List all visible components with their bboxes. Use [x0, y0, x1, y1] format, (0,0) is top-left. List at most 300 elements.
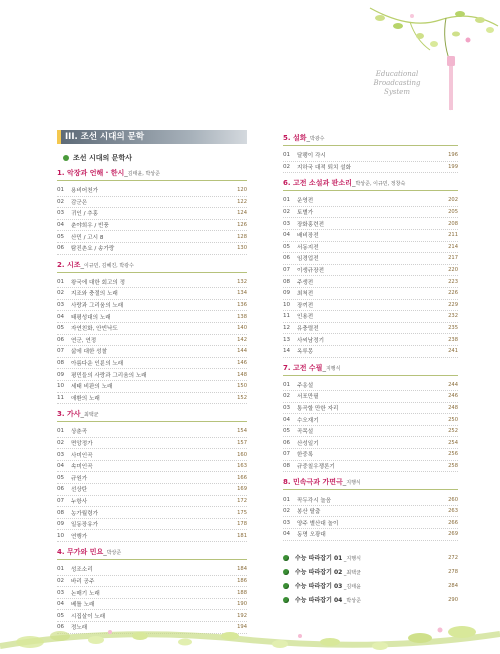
entry-number: 01	[57, 566, 65, 573]
entry-title: 서동지전	[297, 244, 319, 251]
entry-number: 06	[57, 624, 65, 631]
entry-number: 03	[283, 404, 291, 411]
entry-number: 14	[283, 348, 291, 355]
entry-number: 01	[283, 381, 291, 388]
brand-line-2: Broadcasting	[373, 79, 421, 87]
section-name[interactable]: 악장과 언해 · 한시	[66, 169, 125, 177]
toc-entry[interactable]	[57, 507, 247, 519]
toc-entry[interactable]	[57, 519, 247, 531]
susuk-page: 272	[448, 554, 458, 561]
toc-entry[interactable]	[283, 230, 458, 242]
toc-entry[interactable]	[283, 218, 458, 230]
entry-title: 정노래	[71, 625, 88, 632]
toc-entry[interactable]	[283, 242, 458, 254]
entry-title: 규원가	[71, 475, 88, 482]
entry-title: 사랑과 그리움의 노래	[71, 303, 124, 310]
entry-number: 04	[283, 531, 291, 538]
entry-title: 용비어천가	[71, 188, 99, 195]
entry-title: 연군, 연정	[71, 337, 97, 344]
entry-number: 04	[57, 463, 65, 470]
toc-entry[interactable]	[57, 346, 247, 358]
entry-page: 178	[237, 521, 247, 528]
toc-left-column	[57, 128, 247, 634]
entry-title: 춘야희우 / 빈풍	[71, 223, 109, 230]
entry-title: 논매기 노래	[71, 590, 100, 597]
entry-number: 03	[283, 220, 291, 227]
entry-page: 226	[448, 290, 458, 297]
entry-number: 09	[57, 371, 65, 378]
entry-title: 봉산 탈춤	[297, 509, 321, 516]
entry-page: 223	[448, 278, 458, 285]
toc-entry[interactable]	[57, 243, 247, 255]
entry-title: 운영전	[297, 198, 314, 205]
entry-page: 232	[448, 313, 458, 320]
toc-entry[interactable]	[283, 288, 458, 300]
toc-entry[interactable]	[57, 185, 247, 197]
entry-page: 140	[237, 325, 247, 332]
entry-title: 곡목설	[297, 429, 314, 436]
entry-title: 농가월령가	[71, 510, 99, 517]
section-number: 7.	[283, 363, 291, 372]
toc-entry[interactable]	[57, 220, 247, 232]
toc-entry[interactable]	[283, 529, 458, 541]
entry-title: 지조와 충절의 노래	[71, 291, 118, 298]
entry-number: 11	[57, 394, 65, 401]
section-item-list	[283, 150, 458, 173]
entry-page: 248	[448, 404, 458, 411]
brand-line-3: System	[384, 88, 410, 96]
section-number: 8.	[283, 478, 291, 487]
entry-page: 148	[237, 371, 247, 378]
entry-number: 01	[57, 187, 65, 194]
entry-number: 07	[283, 267, 291, 274]
susuk-page: 278	[448, 568, 458, 575]
entry-page: 186	[237, 577, 247, 584]
entry-page: 192	[237, 612, 247, 619]
entry-page: 260	[448, 496, 458, 503]
entry-number: 04	[57, 601, 65, 608]
entry-number: 10	[283, 301, 291, 308]
entry-number: 03	[283, 519, 291, 526]
entry-title: 유충렬전	[297, 326, 319, 333]
section-author: 박상준	[106, 550, 122, 557]
green-dot-icon	[63, 155, 69, 161]
toc-entry[interactable]	[57, 369, 247, 381]
toc-entry[interactable]	[57, 438, 247, 450]
entry-title: 주생전	[297, 279, 314, 286]
entry-page: 217	[448, 255, 458, 262]
entry-page: 163	[237, 463, 247, 470]
entry-number: 02	[57, 198, 65, 205]
entry-number: 02	[283, 508, 291, 515]
section-separator: _	[306, 134, 310, 142]
entry-page: 244	[448, 381, 458, 388]
section-item-list	[283, 494, 458, 540]
green-ball-icon	[283, 597, 289, 603]
entry-number: 04	[283, 416, 291, 423]
section-number: 4.	[57, 548, 65, 557]
susuk-page: 284	[448, 582, 458, 589]
section-name[interactable]: 설화	[292, 134, 307, 142]
entry-title: 지하국 대적 퇴치 설화	[297, 164, 351, 171]
entry-number: 01	[57, 428, 65, 435]
susuk-page: 290	[448, 596, 458, 603]
entry-page: 142	[237, 336, 247, 343]
section-name[interactable]: 민속극과 가면극	[292, 478, 343, 487]
entry-page: 144	[237, 348, 247, 355]
toc-entry[interactable]	[283, 334, 458, 346]
entry-number: 09	[57, 521, 65, 528]
toc-entry[interactable]	[57, 530, 247, 542]
toc-entry[interactable]	[283, 346, 458, 358]
entry-number: 05	[57, 612, 65, 619]
entry-page: 122	[237, 198, 247, 205]
entry-page: 250	[448, 416, 458, 423]
entry-number: 01	[283, 197, 291, 204]
entry-page: 238	[448, 336, 458, 343]
vine-decoration-top	[350, 0, 500, 118]
toc-entry[interactable]	[283, 426, 458, 438]
toc-entry[interactable]	[283, 380, 458, 392]
toc-entry[interactable]	[283, 150, 458, 162]
entry-page: 120	[237, 187, 247, 194]
entry-number: 08	[57, 360, 65, 367]
entry-page: 181	[237, 532, 247, 539]
entry-page: 154	[237, 428, 247, 435]
entry-page: 256	[448, 451, 458, 458]
toc-entry[interactable]	[283, 461, 458, 473]
entry-number: 06	[57, 336, 65, 343]
toc-entry[interactable]	[57, 484, 247, 496]
toc-entry[interactable]	[57, 208, 247, 220]
entry-page: 252	[448, 428, 458, 435]
entry-title: 탐진촌요 / 송가랑	[71, 246, 115, 253]
entry-number: 08	[57, 509, 65, 516]
entry-number: 04	[283, 232, 291, 239]
toc-entry[interactable]	[283, 449, 458, 461]
entry-title: 서포만필	[297, 394, 319, 401]
entry-title: 주옹설	[297, 382, 314, 389]
entry-title: 속미인곡	[71, 464, 93, 471]
toc-entry[interactable]	[57, 277, 247, 289]
entry-title: 자연친화, 안빈낙도	[71, 326, 118, 333]
toc-entry[interactable]	[283, 517, 458, 529]
toc-entry[interactable]	[57, 358, 247, 370]
toc-entry[interactable]	[57, 449, 247, 461]
section-name[interactable]: 고전 소설과 판소리	[292, 179, 352, 188]
entry-number: 01	[283, 496, 291, 503]
entry-page: 138	[237, 313, 247, 320]
section-number: 1.	[57, 169, 65, 177]
brand-logo	[352, 70, 442, 97]
toc-entry[interactable]	[283, 494, 458, 506]
section-name[interactable]: 가사	[66, 410, 81, 419]
entry-title: 임경업전	[297, 256, 319, 263]
susuk-entry[interactable]	[283, 579, 458, 593]
entry-page: 146	[237, 360, 247, 367]
section-number: 5.	[283, 134, 291, 142]
section-separator: _	[342, 478, 347, 487]
entry-title: 감군은	[71, 199, 88, 206]
toc-entry[interactable]	[57, 564, 247, 576]
section-author: 박광수	[310, 136, 325, 142]
entry-number: 02	[283, 209, 291, 216]
entry-page: 266	[448, 519, 458, 526]
part-title: III. 조선 시대의 문학	[65, 132, 145, 142]
entry-page: 160	[237, 451, 247, 458]
subhead-label[interactable]: 조선 시대의 문학사	[73, 154, 132, 162]
toc-entry[interactable]	[57, 288, 247, 300]
entry-title: 한중록	[297, 452, 314, 459]
section-separator: _	[351, 179, 356, 188]
entry-title: 토별가	[297, 210, 314, 217]
section-name[interactable]: 시조	[66, 260, 81, 269]
entry-page: 205	[448, 209, 458, 216]
toc-entry[interactable]	[283, 403, 458, 415]
entry-number: 07	[283, 451, 291, 458]
entry-number: 01	[283, 152, 291, 159]
entry-number: 02	[283, 163, 291, 170]
entry-page: 134	[237, 290, 247, 297]
toc-entry[interactable]	[57, 311, 247, 323]
toc-entry[interactable]	[57, 472, 247, 484]
section-separator: _	[103, 548, 107, 557]
toc-right-column	[283, 128, 458, 607]
entry-number: 03	[57, 589, 65, 596]
susuk-author: 김태윤	[346, 584, 361, 591]
section-title	[57, 547, 247, 560]
entry-title: 인용전	[297, 314, 314, 321]
entry-title: 연행가	[71, 533, 88, 540]
entry-number: 07	[57, 497, 65, 504]
entry-page: 130	[237, 245, 247, 252]
entry-title: 장화홍련전	[297, 221, 325, 228]
susuk-title: 수능 따라잡기 04 _박상준	[295, 597, 361, 605]
entry-number: 08	[283, 462, 291, 469]
toc-entry[interactable]	[57, 197, 247, 209]
entry-title: 베틀 노래	[71, 602, 95, 609]
entry-page: 246	[448, 393, 458, 400]
toc-entry[interactable]	[283, 265, 458, 277]
entry-title: 일동장유가	[71, 522, 99, 529]
toc-entry[interactable]	[283, 276, 458, 288]
entry-page: 166	[237, 474, 247, 481]
entry-page: 188	[237, 589, 247, 596]
entry-number: 05	[57, 474, 65, 481]
entry-page: 184	[237, 566, 247, 573]
section-item-list	[57, 185, 247, 255]
entry-title: 장끼전	[297, 302, 314, 309]
entry-title: 사씨남정기	[297, 337, 325, 344]
entry-page: 175	[237, 509, 247, 516]
section-title	[57, 168, 247, 181]
entry-title: 왕국에 대한 회고의 정	[71, 279, 125, 286]
entry-page: 208	[448, 220, 458, 227]
susuk-title: 수능 따라잡기 02 _최택균	[295, 569, 361, 577]
entry-page: 241	[448, 348, 458, 355]
toc-entry[interactable]	[57, 335, 247, 347]
entry-page: 229	[448, 301, 458, 308]
toc-entry[interactable]	[283, 300, 458, 312]
section-author: 박상준, 이규민, 정창숙	[355, 181, 406, 188]
right-sections	[283, 133, 458, 541]
entry-number: 06	[283, 255, 291, 262]
entry-number: 06	[283, 439, 291, 446]
susuk-author: 최택균	[346, 570, 361, 577]
entry-title: 동명 오광대	[297, 532, 326, 539]
entry-title: 배비장전	[297, 233, 319, 240]
section-name[interactable]: 무가와 민요	[66, 548, 104, 557]
section-item-list	[57, 277, 247, 405]
entry-title: 평민들의 사랑과 그리움의 노래	[71, 372, 147, 379]
toc-entry[interactable]	[57, 300, 247, 312]
entry-title: 귀인 / 추홍	[71, 211, 99, 218]
entry-page: 169	[237, 486, 247, 493]
entry-number: 06	[57, 486, 65, 493]
entry-number: 03	[57, 210, 65, 217]
entry-title: 바리 공주	[71, 578, 95, 585]
section-title	[57, 260, 247, 273]
entry-number: 02	[57, 290, 65, 297]
brand-line-1: Educational	[375, 70, 419, 78]
entry-title: 상춘곡	[71, 429, 88, 436]
entry-number: 13	[283, 336, 291, 343]
entry-number: 05	[57, 325, 65, 332]
entry-page: 136	[237, 302, 247, 309]
toc-entry[interactable]	[283, 311, 458, 323]
susuk-author: 박상준	[346, 598, 361, 605]
entry-title: 사미인곡	[71, 452, 93, 459]
toc-entry[interactable]	[283, 162, 458, 174]
entry-title: 선상탄	[71, 487, 88, 494]
section-title	[283, 133, 458, 146]
entry-page: 214	[448, 243, 458, 250]
section-item-list	[283, 195, 458, 357]
toc-entry[interactable]	[283, 506, 458, 518]
section-author: 이규민, 김혜진, 박광수	[84, 262, 134, 269]
subhead	[63, 153, 247, 163]
entry-number: 02	[57, 439, 65, 446]
toc-entry[interactable]	[283, 437, 458, 449]
entry-title: 시집살이 노래	[71, 613, 106, 620]
entry-page: 196	[448, 152, 458, 159]
toc-entry[interactable]	[57, 587, 247, 599]
section-author: 지행식	[346, 480, 361, 487]
toc-entry[interactable]	[283, 253, 458, 265]
entry-page: 150	[237, 383, 247, 390]
entry-number: 05	[283, 428, 291, 435]
toc-entry[interactable]	[57, 231, 247, 243]
entry-title: 규중칠우쟁론기	[297, 463, 335, 470]
toc-entry[interactable]	[57, 461, 247, 473]
section-name[interactable]: 고전 수필	[292, 363, 323, 372]
entry-title: 수오재기	[297, 417, 319, 424]
entry-title: 애환의 노래	[71, 395, 100, 402]
section-title	[283, 477, 458, 490]
entry-number: 10	[57, 383, 65, 390]
section-title	[283, 178, 458, 191]
susuk-entry[interactable]	[283, 593, 458, 607]
toc-entry[interactable]	[283, 323, 458, 335]
entry-page: 258	[448, 462, 458, 469]
section-author: 최택균	[84, 412, 99, 419]
susuk-entry[interactable]	[283, 551, 458, 565]
susuk-author: 지행식	[346, 556, 361, 563]
entry-number: 09	[283, 290, 291, 297]
entry-number: 02	[57, 577, 65, 584]
section-separator: _	[322, 363, 326, 372]
toc-entry[interactable]	[57, 381, 247, 393]
toc-entry[interactable]	[283, 195, 458, 207]
toc-entry[interactable]	[57, 576, 247, 588]
entry-page: 263	[448, 508, 458, 515]
entry-page: 211	[448, 232, 458, 239]
toc-entry[interactable]	[283, 207, 458, 219]
entry-title: 달팽이 각시	[297, 153, 326, 160]
entry-title: 최척전	[297, 291, 314, 298]
susuk-entry[interactable]	[283, 565, 458, 579]
toc-entry[interactable]	[57, 393, 247, 405]
section-separator: _	[80, 260, 84, 269]
entry-title: 세태 비판의 노래	[71, 384, 113, 391]
toc-entry[interactable]	[283, 414, 458, 426]
entry-title: 누항사	[71, 498, 88, 505]
section-item-list	[283, 380, 458, 473]
entry-page: 202	[448, 197, 458, 204]
entry-page: 152	[237, 394, 247, 401]
toc-entry[interactable]	[57, 426, 247, 438]
entry-title: 옥루몽	[297, 349, 314, 356]
toc-entry[interactable]	[57, 496, 247, 508]
entry-number: 05	[283, 243, 291, 250]
entry-number: 12	[283, 325, 291, 332]
entry-title: 이생규장전	[297, 268, 325, 275]
entry-title: 태평성대의 노래	[71, 314, 111, 321]
entry-number: 02	[283, 393, 291, 400]
entry-title: 꼭두각시 놀음	[297, 497, 332, 504]
entry-number: 07	[57, 348, 65, 355]
entry-number: 05	[57, 233, 65, 240]
entry-title: 아름다운 인륜의 노래	[71, 361, 124, 368]
section-title	[57, 409, 247, 422]
section-title	[283, 363, 458, 376]
entry-number: 10	[57, 532, 65, 539]
entry-title: 면앙정가	[71, 440, 93, 447]
green-ball-icon	[283, 569, 289, 575]
susuk-title: 수능 따라잡기 01 _지행식	[295, 555, 361, 563]
section-item-list	[57, 426, 247, 542]
part-banner	[57, 130, 247, 144]
entry-number: 03	[57, 451, 65, 458]
entry-title: 양주 별산대 놀이	[297, 520, 339, 527]
section-separator: _	[80, 410, 84, 419]
entry-title: 산민 / 고시 8	[71, 234, 104, 241]
entry-page: 157	[237, 439, 247, 446]
green-ball-icon	[283, 555, 289, 561]
entry-number: 04	[57, 313, 65, 320]
entry-number: 01	[57, 278, 65, 285]
entry-page: 220	[448, 267, 458, 274]
entry-page: 128	[237, 233, 247, 240]
entry-page: 235	[448, 325, 458, 332]
susuk-title: 수능 따라잡기 03 _김태윤	[295, 583, 361, 591]
green-ball-icon	[283, 583, 289, 589]
entry-page: 172	[237, 497, 247, 504]
entry-number: 11	[283, 313, 291, 320]
toc-entry[interactable]	[283, 391, 458, 403]
toc-entry[interactable]	[57, 323, 247, 335]
entry-number: 03	[57, 302, 65, 309]
